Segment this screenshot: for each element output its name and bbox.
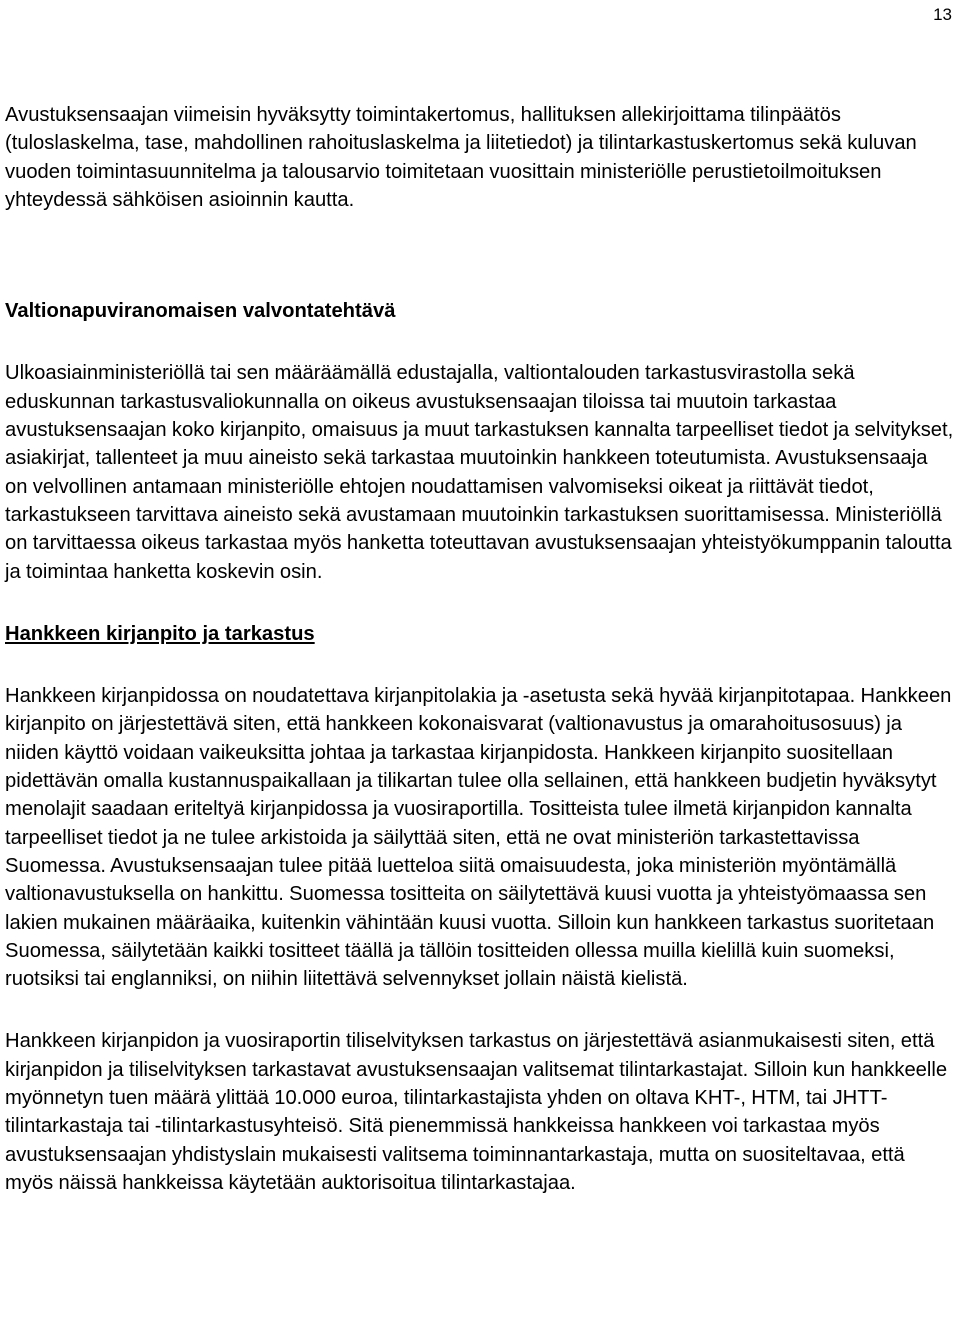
- kirjanpito-paragraph: Hankkeen kirjanpidossa on noudatettava kirjanpitolakia ja -asetusta sekä hyvää kirjanpitotapaa. Hankkeen kirjanpito on järjestettävä siten, että hankkeen kokonaisvarat (valtionavustus ja omarahoitusosuus) ja niiden käyttö voidaan vaikeuksitta johtaa ja tarkastaa kirjanpidosta. Hankkeen kirjanpito suositellaan pidettävän omalla kustannuspaikallaan ja tilikartan tulee olla sellainen, että hankkeen budjetin hyväksytyt menolajit saadaan eriteltyä kirjanpidossa ja vuosiraportilla. Tositteista tulee ilmetä kirjanpidon kannalta tarpeelliset tiedot ja ne tulee arkistoida ja säilyttää siten, että ne ovat ministeriön tarkastettavissa Suomessa. Avustuksensaajan tulee pitää luetteloa siitä omaisuudesta, joka ministeriön myöntämällä valtionavustuksella on hankittu. Suomessa tositteita on säilytettävä kuusi vuotta ja yhteistyömaassa sen lakien mukainen määräaika, kuitenkin vähintään kuusi vuotta. Silloin kun hankkeen tarkastus suoritetaan Suomessa, säilytetään kaikki tositteet täällä ja tällöin tositteiden ollessa muilla kielillä kuin suomeksi, ruotsiksi tai englanniksi, on niihin liitettävä selvennykset jollain näistä kielistä.: [5, 685, 952, 991]
- document-body: [5, 101, 955, 1197]
- page-number: 13: [933, 5, 952, 24]
- section-heading-valvonta: Valtionapuviranomaisen valvontatehtävä: [5, 300, 396, 323]
- valvonta-paragraph: Ulkoasiainministeriöllä tai sen määräämällä edustajalla, valtiontalouden tarkastusvirastolla sekä eduskunnan tarkastusvaliokunnalla on oikeus avustuksensaajan tiloissa tai muutoin tarkastaa avustuksensaajan koko kirjanpito, omaisuus ja muut tarkastuksen kannalta tarpeelliset tiedot ja selvitykset, asiakirjat, tallenteet ja muu aineisto sekä tarkastaa muutoinkin hankkeen toteutumista. Avustuksensaaja on velvollinen antamaan ministeriölle ehtojen noudattamisen valvomiseksi oikeat ja riittävät tiedot, tarkastukseen tarvittava aineisto sekä avustamaan muutoinkin tarkastuksen suorittamisessa. Ministeriöllä on tarvittaessa oikeus tarkastaa myös hanketta toteuttavan avustuksensaajan yhteistyökumppanin taloutta ja toimintaa hanketta koskevin osin.: [5, 362, 954, 583]
- section-heading-kirjanpito: Hankkeen kirjanpito ja tarkastus: [5, 622, 315, 645]
- intro-paragraph: Avustuksensaajan viimeisin hyväksytty toimintakertomus, hallituksen allekirjoittama tilinpäätös (tuloslaskelma, tase, mahdollinen rahoituslaskelma ja liitetiedot) ja tilintarkastuskertomus sekä kuluvan vuoden toimintasuunnitelma ja talousarvio toimitetaan vuosittain ministeriölle perustietoilmoituksen yhteydessä sähköisen asioinnin kautta.: [5, 104, 917, 211]
- tilintarkastus-paragraph: Hankkeen kirjanpidon ja vuosiraportin tiliselvityksen tarkastus on järjestettävä asianmukaisesti siten, että kirjanpidon ja tiliselvityksen tarkastavat avustuksensaajan valitsemat tilintarkastajat. Silloin kun hankkeelle myönnetyn tuen määrä ylittää 10.000 euroa, tilintarkastajista yhden on oltava KHT-, HTM, tai JHTT-tilintarkastaja tai -tilintarkastusyhteisö. Sitä pienemmissä hankkeissa hankkeen voi tarkastaa myös avustuksensaajan yhdistyslain mukaisesti valitsema toiminnantarkastaja, mutta on suositeltavaa, että myös näissä hankkeissa käytetään auktorisoitua tilintarkastajaa.: [5, 1030, 948, 1194]
